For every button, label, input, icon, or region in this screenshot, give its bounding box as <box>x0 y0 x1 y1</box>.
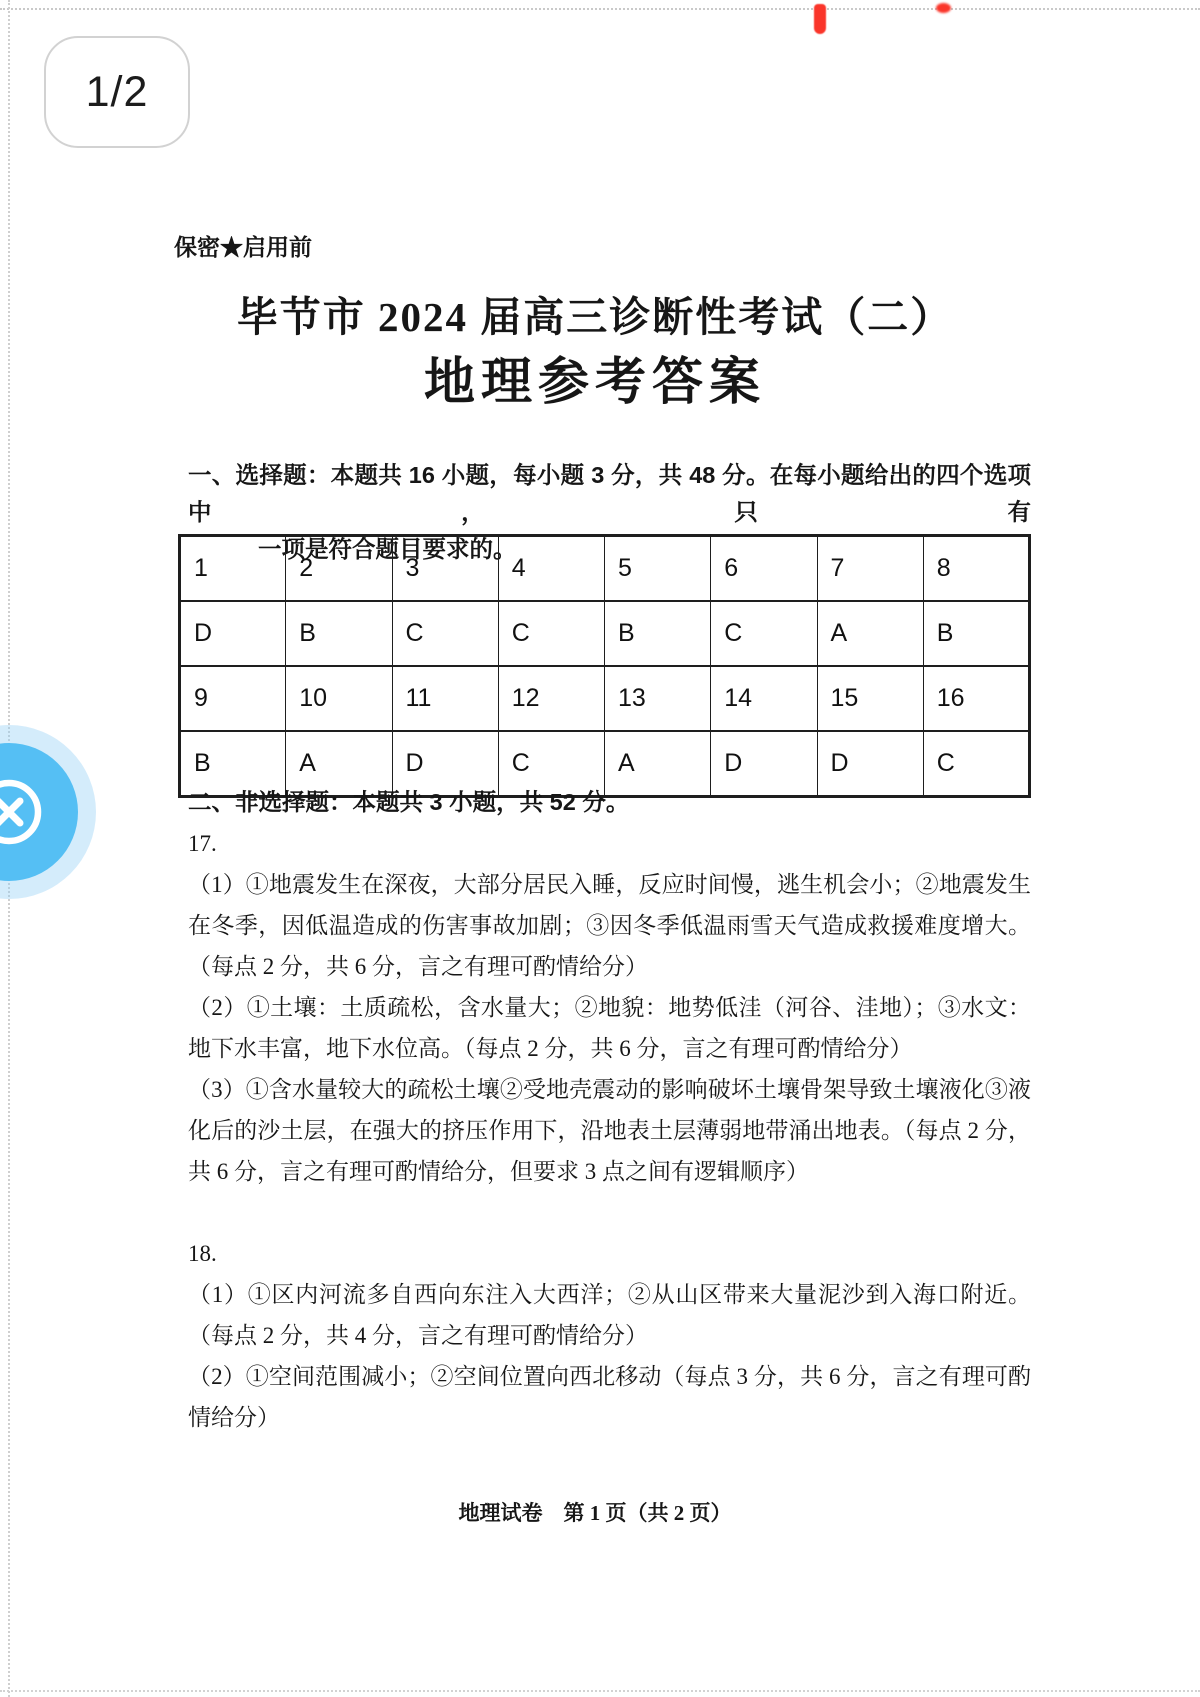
table-cell: 3 <box>392 536 498 602</box>
table-cell: 9 <box>180 666 286 731</box>
table-cell: 10 <box>286 666 392 731</box>
table-cell: B <box>923 601 1029 666</box>
free-response-section <box>188 782 1031 1438</box>
page-indicator-badge <box>44 36 190 148</box>
section2-heading: 二、非选择题：本题共 3 小题，共 52 分。 <box>188 789 630 815</box>
answer-key-title: 地理参考答案 <box>423 355 766 411</box>
table-cell: 5 <box>605 536 711 602</box>
page-footer: 地理试卷 第 1 页（共 2 页） <box>458 1501 732 1525</box>
table-cell: 11 <box>392 666 498 731</box>
table-cell: 16 <box>923 666 1029 731</box>
question-17-answer-1: （1）①地震发生在深夜，大部分居民入睡，反应时间慢，逃生机会小；②地震发生在冬季，因低温造成的伤害事故加剧；③因冬季低温雨雪天气造成救援难度增大。（每点 2 分，共 6 分，言之有理可酌情给分） <box>188 872 1031 979</box>
red-scan-mark-bar <box>814 4 826 34</box>
table-cell: 2 <box>286 536 392 602</box>
question-18-answer-2: （2）①空间范围减小；②空间位置向西北移动（每点 3 分，共 6 分，言之有理可酌情给分） <box>188 1364 1031 1430</box>
scan-edge-bottom <box>0 1690 1200 1692</box>
table-cell: D <box>180 601 286 666</box>
question-17-answer-2: （2）①土壤：土质疏松，含水量大；②地貌：地势低洼（河谷、洼地）；③水文：地下水丰富，地下水位高。（每点 2 分，共 6 分，言之有理可酌情给分） <box>188 995 1031 1061</box>
table-cell: 14 <box>711 666 817 731</box>
question-18-answer-1: （1）①区内河流多自西向东注入大西洋；②从山区带来大量泥沙到入海口附近。（每点 2 分，共 4 分，言之有理可酌情给分） <box>188 1282 1031 1348</box>
table-cell: 13 <box>605 666 711 731</box>
table-cell: 6 <box>711 536 817 602</box>
section1-heading-line1: 一、选择题：本题共 16 小题，每小题 3 分，共 48 分。在每小题给出的四个选项中，只有 <box>188 462 1031 525</box>
floating-close-button[interactable] <box>0 722 99 902</box>
table-row-answers-1 <box>180 601 1030 666</box>
page-indicator-text: 1/2 <box>85 67 149 116</box>
table-cell: 8 <box>923 536 1029 602</box>
exam-title: 毕节市 2024 届高三诊断性考试（二） <box>236 294 954 340</box>
table-cell: A <box>817 601 923 666</box>
table-cell: 7 <box>817 536 923 602</box>
table-cell: C <box>498 601 604 666</box>
answer-table <box>178 534 1031 798</box>
close-icon <box>0 722 99 902</box>
table-cell: B <box>605 601 711 666</box>
table-cell: A <box>605 731 711 797</box>
table-cell: 12 <box>498 666 604 731</box>
table-cell: C <box>711 601 817 666</box>
table-cell: C <box>498 731 604 797</box>
question-17-number: 17. <box>188 831 217 856</box>
table-cell: C <box>923 731 1029 797</box>
question-18-number: 18. <box>188 1241 217 1266</box>
red-scan-mark-dot <box>936 3 951 13</box>
table-cell: 4 <box>498 536 604 602</box>
table-cell: D <box>817 731 923 797</box>
scan-edge-top <box>0 8 1200 10</box>
confidential-label: 保密★启用前 <box>174 234 312 260</box>
table-cell: 15 <box>817 666 923 731</box>
table-cell: B <box>180 731 286 797</box>
table-cell: A <box>286 731 392 797</box>
table-row-question-numbers-2 <box>180 666 1030 731</box>
table-cell: B <box>286 601 392 666</box>
section1-heading-line2: 一项是符合题目要求的。 <box>258 536 517 562</box>
table-cell: 1 <box>180 536 286 602</box>
table-row-question-numbers-1 <box>180 536 1030 602</box>
table-cell: D <box>711 731 817 797</box>
table-cell: C <box>392 601 498 666</box>
question-17-answer-3: （3）①含水量较大的疏松土壤②受地壳震动的影响破坏土壤骨架导致土壤液化③液化后的沙土层，在强大的挤压作用下，沿地表土层薄弱地带涌出地表。（每点 2 分，共 6 分，言之有理可酌情给分，但要求 3 点之间有逻辑顺序） <box>188 1077 1032 1184</box>
table-cell: D <box>392 731 498 797</box>
